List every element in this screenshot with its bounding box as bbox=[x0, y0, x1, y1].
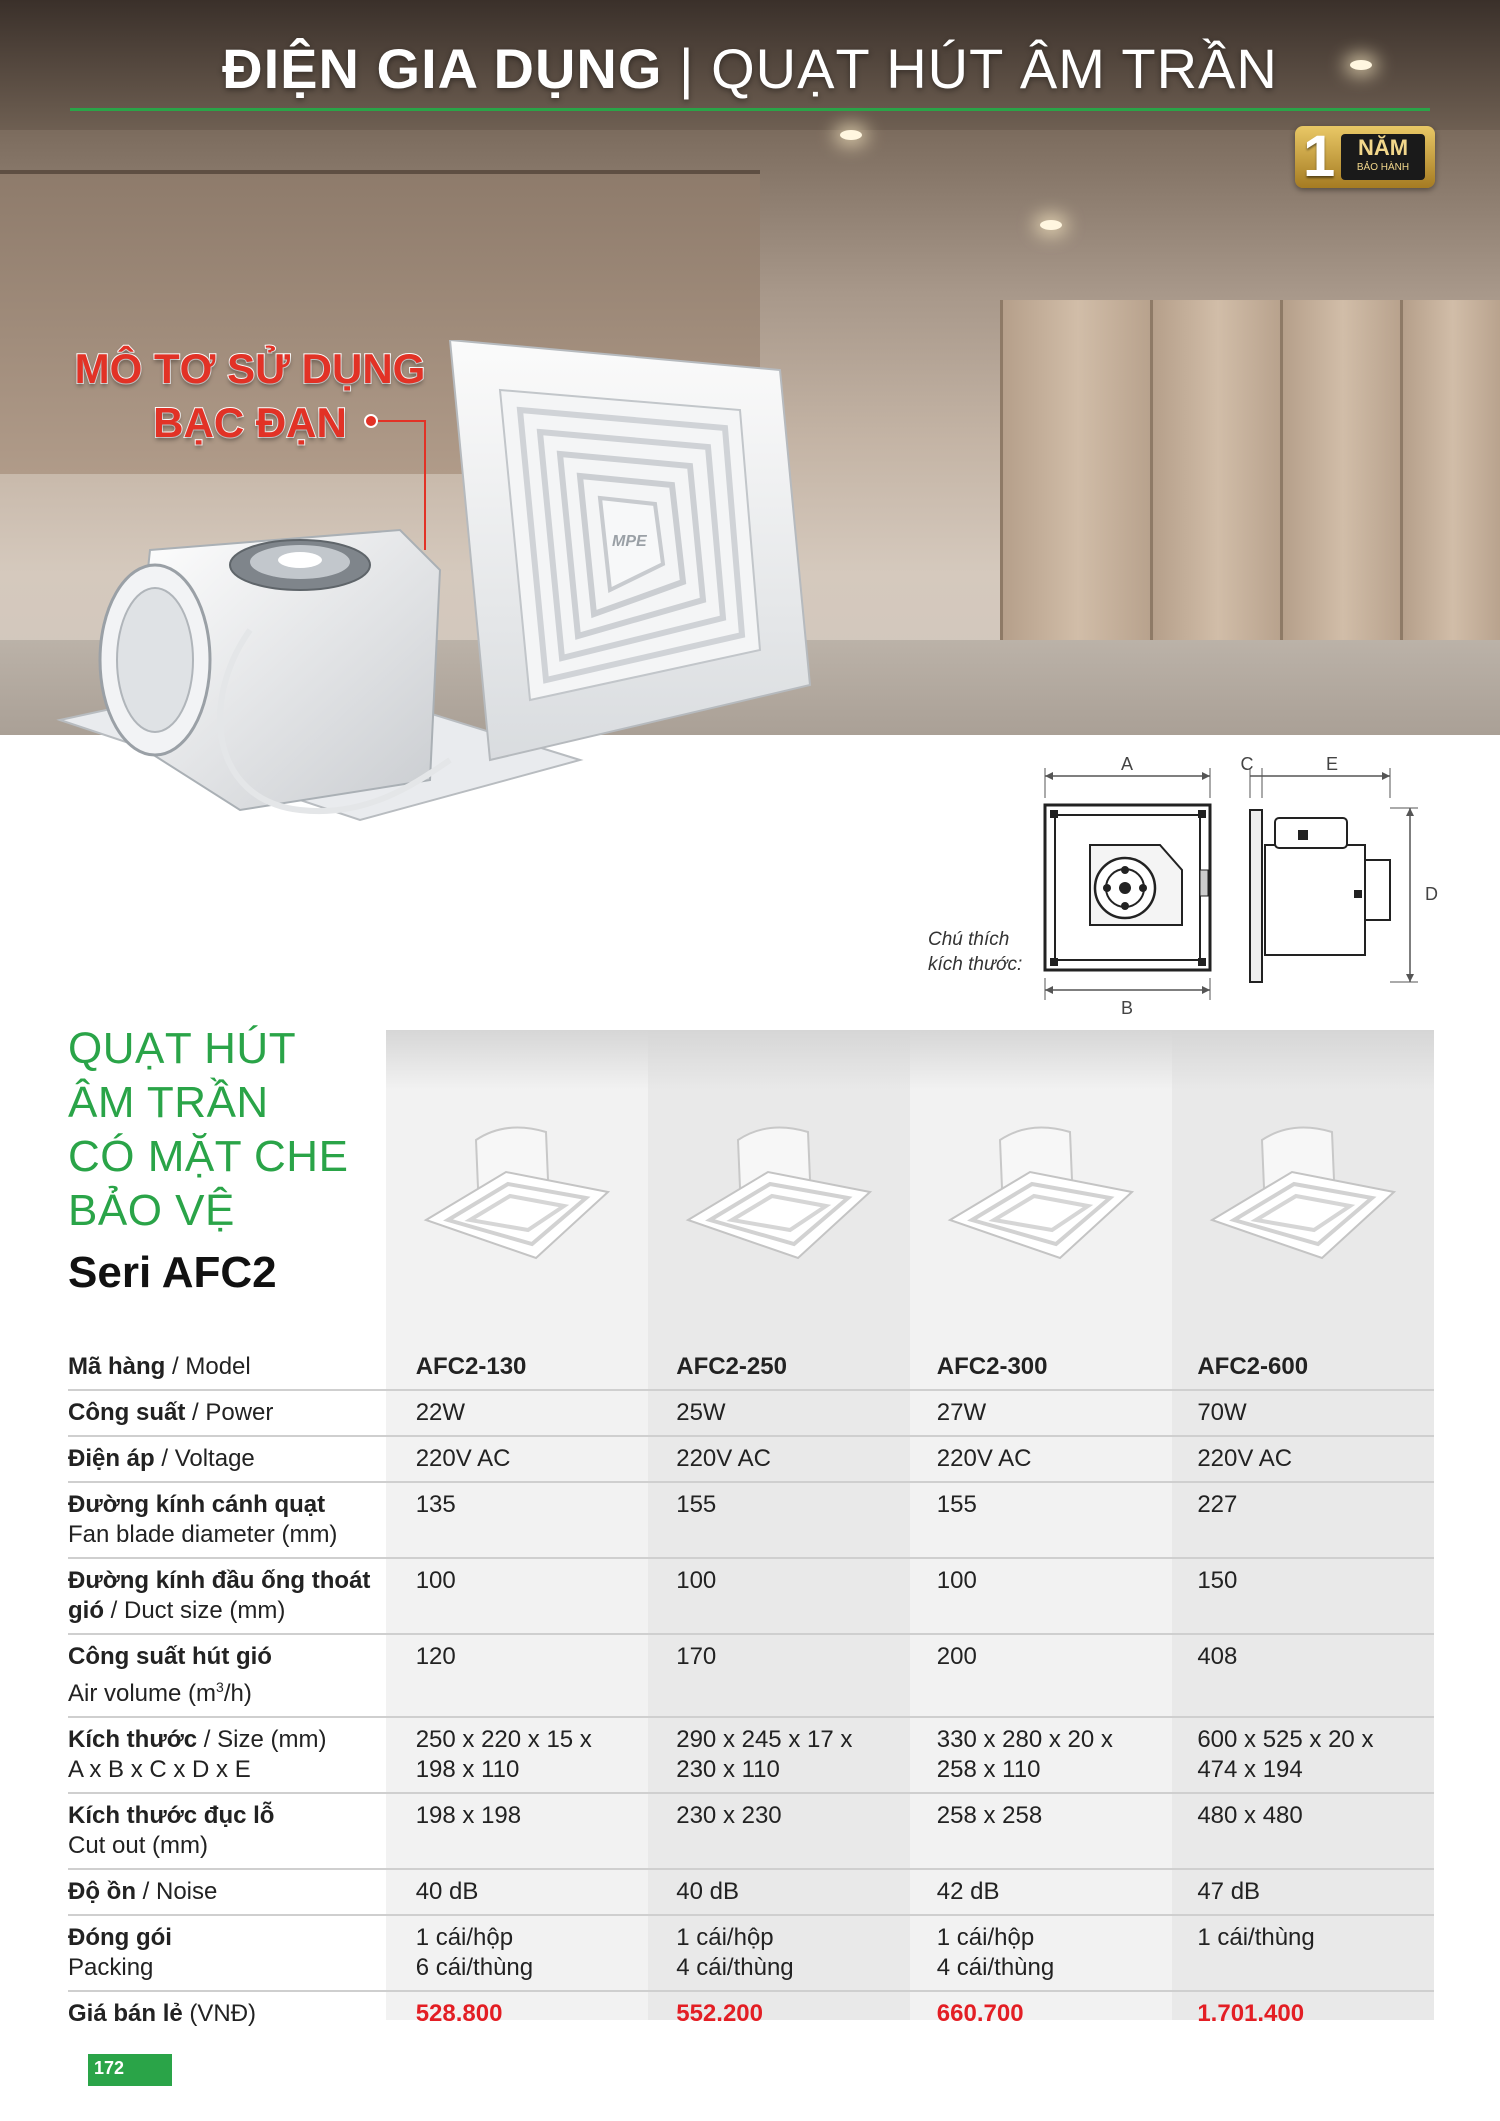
cell-line2: 4 cái/thùng bbox=[676, 1954, 794, 1981]
spec-row-size bbox=[68, 1717, 1434, 1793]
spec-cell: 100 bbox=[392, 1558, 653, 1634]
fan-logo: MPE bbox=[612, 533, 647, 550]
page-number: 172 bbox=[94, 2058, 125, 2078]
spec-label bbox=[68, 1558, 392, 1634]
spec-cell: 135 bbox=[392, 1482, 653, 1558]
spec-cell: 220V AC bbox=[1173, 1436, 1434, 1482]
label-en: Fan blade diameter (mm) bbox=[68, 1521, 338, 1548]
label-vi: Kích thước đục lỗ bbox=[68, 1802, 275, 1829]
label-vi: gió bbox=[68, 1597, 104, 1624]
warranty-years: NĂM bbox=[1357, 135, 1409, 160]
spec-cell: 120 bbox=[392, 1634, 653, 1717]
cell-line1: 600 x 525 x 20 x bbox=[1197, 1726, 1374, 1753]
spec-cell bbox=[652, 1915, 913, 1991]
label-sub: A x B x C x D x E bbox=[68, 1756, 251, 1783]
product-image-afc2-250 bbox=[648, 1110, 910, 1290]
cell-line2: 230 x 110 bbox=[676, 1756, 780, 1783]
label-vi: Giá bán lẻ bbox=[68, 2000, 183, 2027]
heading-line2: ÂM TRẦN bbox=[68, 1078, 269, 1127]
spec-cell: 408 bbox=[1173, 1634, 1434, 1717]
callout-line2: BẠC ĐẠN bbox=[153, 399, 347, 446]
page-number-tab bbox=[88, 2054, 172, 2086]
dim-label-b: B bbox=[1120, 998, 1134, 1018]
callout-leader-vertical bbox=[424, 420, 426, 550]
spec-cell: 200 bbox=[913, 1634, 1174, 1717]
spec-cell: 155 bbox=[913, 1482, 1174, 1558]
heading-series: Seri AFC2 bbox=[68, 1248, 277, 1297]
spec-row-voltage bbox=[68, 1436, 1434, 1482]
table-top-shade bbox=[386, 1030, 1434, 1090]
spec-cell: 40 dB bbox=[652, 1869, 913, 1915]
cell-line2: 198 x 110 bbox=[415, 1756, 520, 1783]
spec-row-blade-diameter bbox=[68, 1482, 1434, 1558]
dim-label-c: C bbox=[1240, 754, 1254, 774]
spec-cell: 25W bbox=[652, 1390, 913, 1436]
heading-line3: CÓ MẶT CHE bbox=[68, 1132, 349, 1181]
spec-row-noise bbox=[68, 1869, 1434, 1915]
cell-line2: 4 cái/thùng bbox=[936, 1954, 1055, 1981]
cell-line2: 258 x 110 bbox=[936, 1756, 1041, 1783]
spec-row-air-volume bbox=[68, 1634, 1434, 1717]
spec-cell: 198 x 198 bbox=[392, 1793, 653, 1869]
spec-label bbox=[68, 1793, 392, 1869]
model-afc2-300: AFC2-300 bbox=[913, 1345, 1174, 1390]
cell-line2: 6 cái/thùng bbox=[415, 1954, 534, 1981]
spec-cell: 70W bbox=[1173, 1390, 1434, 1436]
label-en: / Power bbox=[185, 1399, 274, 1426]
spec-label bbox=[68, 1915, 392, 1991]
warranty-box bbox=[1341, 134, 1425, 180]
title-separator: | bbox=[679, 37, 695, 100]
product-image-afc2-600 bbox=[1172, 1110, 1434, 1290]
label-en: / Size (mm) bbox=[197, 1726, 327, 1753]
product-image-afc2-130 bbox=[386, 1110, 648, 1290]
price-afc2-600: 1.701.400 bbox=[1197, 2000, 1305, 2027]
spec-label bbox=[68, 1436, 392, 1482]
product-image-afc2-300 bbox=[910, 1110, 1172, 1290]
cell-line1: 1 cái/hộp bbox=[415, 1924, 514, 1951]
heading-line1: QUẠT HÚT bbox=[68, 1024, 297, 1073]
model-afc2-130: AFC2-130 bbox=[392, 1345, 653, 1390]
model-afc2-600: AFC2-600 bbox=[1173, 1345, 1434, 1390]
callout-leader bbox=[372, 420, 424, 422]
label-en: / Voltage bbox=[154, 1445, 255, 1472]
label-vi: Mã hàng bbox=[68, 1353, 166, 1380]
spec-cell: 150 bbox=[1173, 1558, 1434, 1634]
warranty-label: BẢO HÀNH bbox=[1356, 162, 1410, 173]
label-en: / Noise bbox=[135, 1878, 218, 1905]
spec-label bbox=[68, 1869, 392, 1915]
spec-cell: 27W bbox=[913, 1390, 1174, 1436]
spec-row-cutout bbox=[68, 1793, 1434, 1869]
label-vi: Đóng gói bbox=[68, 1924, 172, 1951]
price-afc2-300: 660.700 bbox=[936, 2000, 1024, 2027]
spec-cell: 220V AC bbox=[652, 1436, 913, 1482]
dimension-diagram bbox=[920, 750, 1440, 1020]
model-afc2-250: AFC2-250 bbox=[652, 1345, 913, 1390]
spec-label bbox=[68, 1634, 392, 1717]
page-title bbox=[0, 36, 1500, 101]
label-vi: Công suất hút gió bbox=[68, 1643, 272, 1670]
label-vi: Kích thước bbox=[68, 1726, 198, 1753]
spec-cell bbox=[1173, 1717, 1434, 1793]
spec-cell: 230 x 230 bbox=[652, 1793, 913, 1869]
price-afc2-130: 528.800 bbox=[415, 2000, 503, 2027]
label-vi: Điện áp bbox=[68, 1445, 155, 1472]
warranty-badge bbox=[1295, 126, 1435, 188]
cell-line1: 330 x 280 x 20 x bbox=[936, 1726, 1113, 1753]
spec-cell bbox=[913, 1717, 1174, 1793]
spec-cell: 155 bbox=[652, 1482, 913, 1558]
title-subtitle: QUẠT HÚT ÂM TRẦN bbox=[711, 37, 1278, 100]
spec-cell: 100 bbox=[913, 1558, 1174, 1634]
ceiling-light bbox=[1040, 220, 1062, 230]
label-en: / Model bbox=[165, 1353, 251, 1380]
warranty-number: 1 bbox=[1303, 124, 1336, 189]
spec-label bbox=[68, 1482, 392, 1558]
spec-cell: 47 dB bbox=[1173, 1869, 1434, 1915]
product-heading bbox=[68, 1022, 388, 1302]
cell-line1: 1 cái/thùng bbox=[1197, 1924, 1315, 1951]
cell-line1: 250 x 220 x 15 x bbox=[415, 1726, 592, 1753]
spec-row-price bbox=[68, 1991, 1434, 2036]
spec-label bbox=[68, 1390, 392, 1436]
cell-line1: 290 x 245 x 17 x bbox=[676, 1726, 853, 1753]
label-vi: Đường kính đầu ống thoát bbox=[68, 1567, 371, 1594]
callout-dot bbox=[364, 414, 378, 428]
spec-cell: 170 bbox=[652, 1634, 913, 1717]
ceiling-light bbox=[840, 130, 862, 140]
label-vi: Đường kính cánh quạt bbox=[68, 1491, 326, 1518]
label-en: (VNĐ) bbox=[182, 2000, 257, 2027]
diagram-caption-line2: kích thước: bbox=[928, 954, 1023, 975]
label-en: Air volume (m bbox=[68, 1680, 217, 1707]
heading-line4: BẢO VỆ bbox=[68, 1186, 235, 1235]
spec-cell: 22W bbox=[392, 1390, 653, 1436]
diagram-caption-line1: Chú thích bbox=[928, 929, 1010, 950]
spec-cell: 220V AC bbox=[392, 1436, 653, 1482]
spec-cell bbox=[392, 1915, 653, 1991]
cell-line1: 1 cái/hộp bbox=[676, 1924, 774, 1951]
spec-label bbox=[68, 1345, 392, 1390]
spec-cell bbox=[913, 1915, 1174, 1991]
spec-cell: 258 x 258 bbox=[913, 1793, 1174, 1869]
title-category: ĐIỆN GIA DỤNG bbox=[222, 37, 663, 100]
spec-cell bbox=[392, 1717, 653, 1793]
diagram-caption bbox=[928, 927, 1022, 977]
spec-cell bbox=[652, 1717, 913, 1793]
spec-row-packing bbox=[68, 1915, 1434, 1991]
spec-cell: 40 dB bbox=[392, 1869, 653, 1915]
title-underline bbox=[70, 108, 1430, 111]
spec-label bbox=[68, 1991, 392, 2036]
spec-cell bbox=[1173, 1915, 1434, 1991]
label-vi: Độ ồn bbox=[68, 1878, 136, 1905]
dim-label-e: E bbox=[1325, 754, 1339, 774]
label-sup: 3 bbox=[216, 1679, 224, 1695]
spec-cell: 227 bbox=[1173, 1482, 1434, 1558]
motor-callout bbox=[60, 342, 440, 450]
label-en: Cut out (mm) bbox=[68, 1832, 209, 1859]
price-afc2-250: 552.200 bbox=[676, 2000, 763, 2027]
spec-cell: 42 dB bbox=[913, 1869, 1174, 1915]
spec-row-duct-size bbox=[68, 1558, 1434, 1634]
spec-row-model bbox=[68, 1345, 1434, 1390]
spec-cell: 220V AC bbox=[913, 1436, 1174, 1482]
cell-line2: 474 x 194 bbox=[1197, 1756, 1303, 1783]
spec-row-power bbox=[68, 1390, 1434, 1436]
spec-label bbox=[68, 1717, 392, 1793]
label-vi: Công suất bbox=[68, 1399, 186, 1426]
dim-label-d: D bbox=[1425, 884, 1438, 904]
spec-table bbox=[68, 1345, 1434, 2036]
callout-line1: MÔ TƠ SỬ DỤNG bbox=[74, 345, 426, 392]
spec-cell: 100 bbox=[652, 1558, 913, 1634]
spec-cell: 480 x 480 bbox=[1173, 1793, 1434, 1869]
label-en-end: /h) bbox=[223, 1680, 252, 1707]
cell-line1: 1 cái/hộp bbox=[936, 1924, 1035, 1951]
label-en: Packing bbox=[68, 1954, 154, 1981]
label-en: / Duct size (mm) bbox=[104, 1597, 286, 1624]
dim-label-a: A bbox=[1120, 754, 1134, 774]
